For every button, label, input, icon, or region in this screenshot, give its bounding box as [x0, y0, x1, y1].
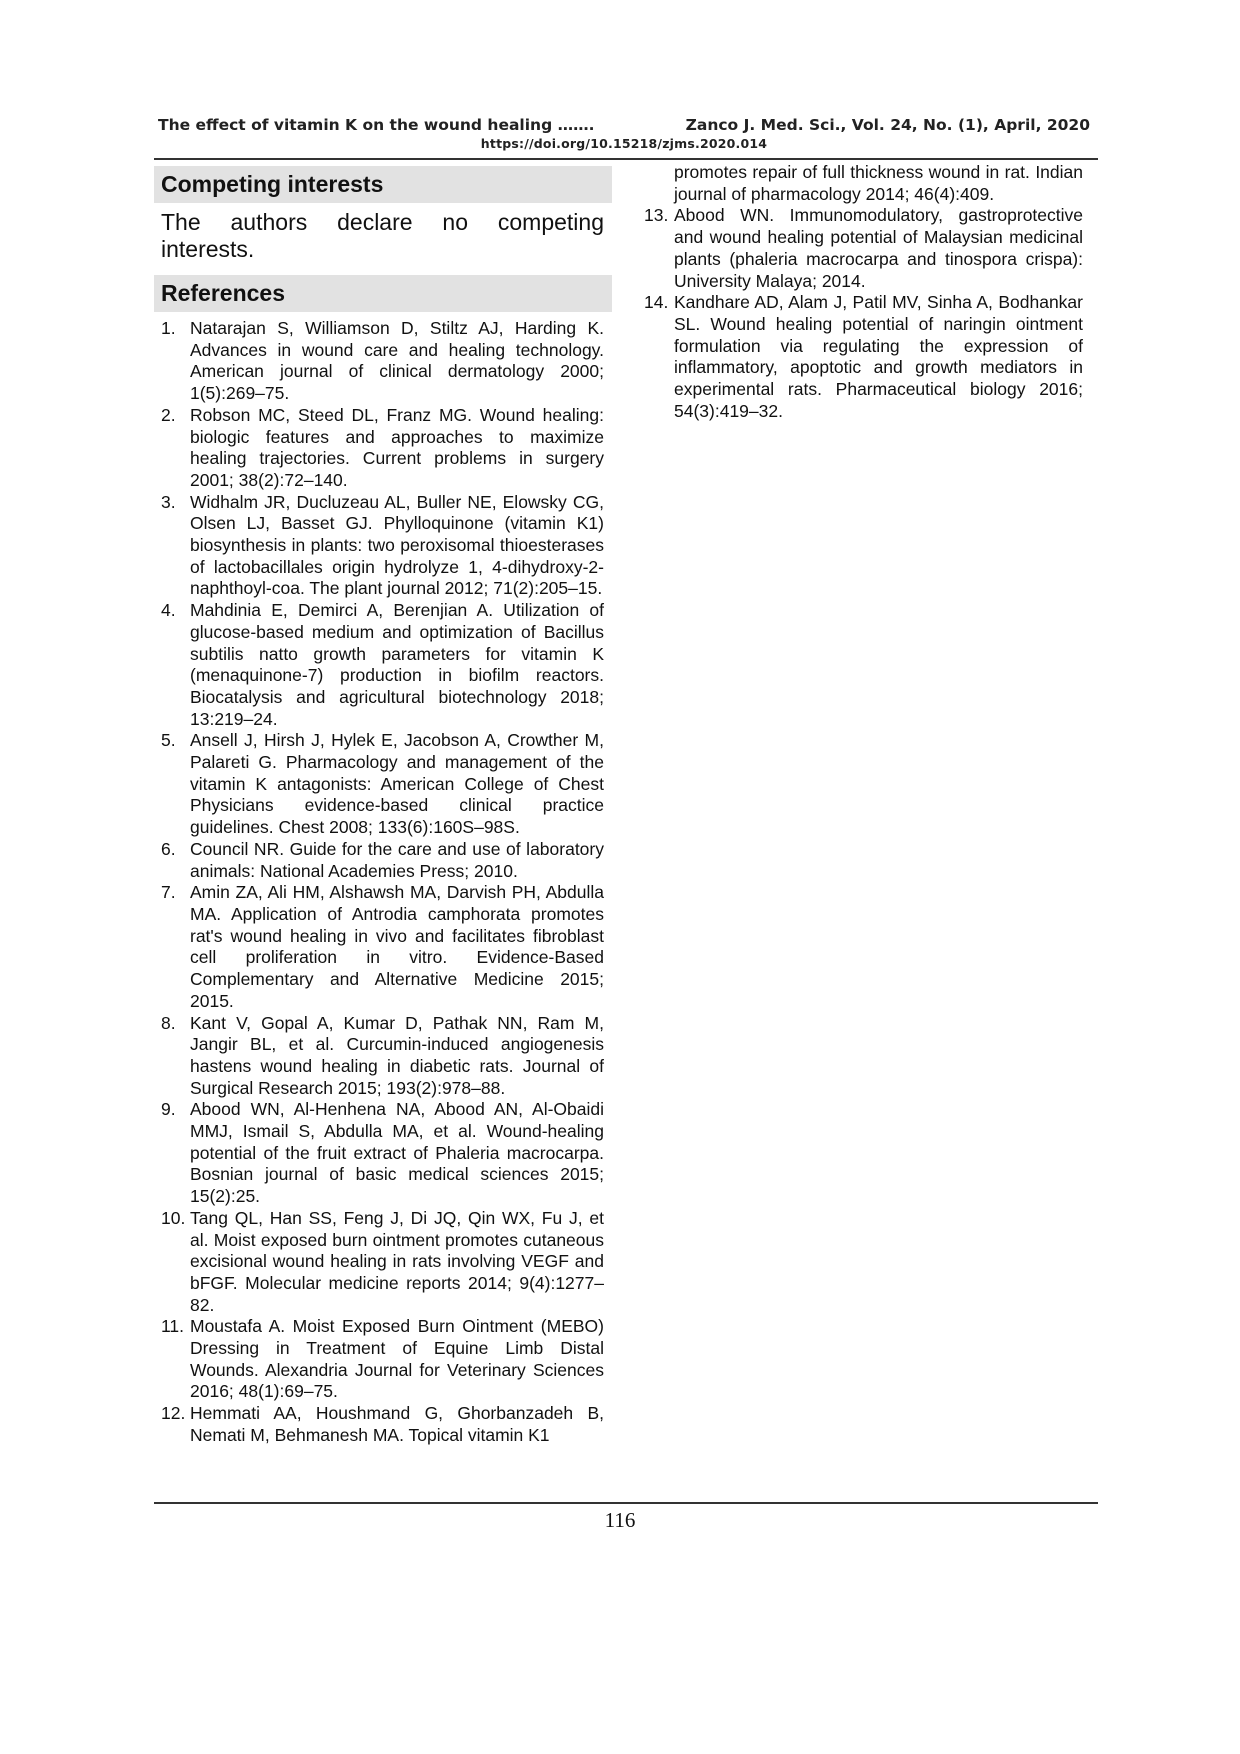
- running-header: [158, 116, 1090, 151]
- competing-interests-text: The authors declare no competing interests.: [161, 209, 604, 262]
- header-article-title: The effect of vitamin K on the wound healing …….: [158, 116, 595, 134]
- header-doi[interactable]: https://doi.org/10.15218/zjms.2020.014: [480, 136, 768, 151]
- reference-number: 14.: [644, 292, 669, 313]
- right-column: [644, 162, 1091, 422]
- reference-item: [154, 839, 604, 882]
- reference-text: Kandhare AD, Alam J, Patil MV, Sinha A, Bodhankar SL. Wound healing potential of naringin ointment formulation via regulating the expression of inflammatory, apoptotic and growth mediators in experimental rats. Pharmaceutical biology 2016; 54(3):419–32.: [674, 292, 1083, 421]
- reference-number: 7.: [161, 882, 176, 903]
- reference-text: Council NR. Guide for the care and use of laboratory animals: National Academies Press; 2010.: [190, 838, 604, 881]
- reference-item: [154, 600, 604, 730]
- reference-item: [154, 1208, 604, 1317]
- left-column: [154, 162, 612, 1447]
- reference-item: [154, 730, 604, 839]
- reference-number: 2.: [161, 404, 176, 425]
- reference-number: 12.: [161, 1403, 186, 1424]
- reference-item: [154, 1403, 604, 1446]
- reference-number: 8.: [161, 1012, 176, 1033]
- reference-text: Robson MC, Steed DL, Franz MG. Wound healing: biologic features and approaches to maximize healing trajectories. Current problems in surgery 2001; 38(2):72–140.: [190, 404, 604, 490]
- header-rule: [154, 158, 1098, 160]
- reference-text: Mahdinia E, Demirci A, Berenjian A. Utilization of glucose-based medium and optimization of Bacillus subtilis natto growth parameters for vitamin K (menaquinone-7) production in biofilm reactors. Biocatalysis and agricultural biotechnology 2018; 13:219–24.: [190, 600, 604, 729]
- reference-text: Ansell J, Hirsh J, Hylek E, Jacobson A, Crowther M, Palareti G. Pharmacology and management of the vitamin K antagonists: American College of Chest Physicians evidence-based clinical practice guidelines. Chest 2008; 133(6):160S–98S.: [190, 730, 604, 838]
- references-heading: References: [154, 275, 612, 312]
- reference-item: [644, 205, 1083, 292]
- reference-number: 9.: [161, 1099, 176, 1120]
- reference-item: [154, 882, 604, 1012]
- reference-number: 13.: [644, 205, 669, 226]
- reference-text: Natarajan S, Williamson D, Stiltz AJ, Harding K. Advances in wound care and healing technology. American journal of clinical dermatology 2000; 1(5):269–75.: [190, 318, 604, 404]
- reference-item: [154, 1316, 604, 1403]
- reference-item: [644, 292, 1083, 422]
- reference-list-continued: [644, 205, 1091, 422]
- page-number: 116: [604, 1508, 636, 1532]
- reference-list: [154, 318, 612, 1447]
- reference-text: Kant V, Gopal A, Kumar D, Pathak NN, Ram M, Jangir BL, et al. Curcumin-induced angiogenesis hastens wound healing in diabetic rats. Journal of Surgical Research 2015; 193(2):978–88.: [190, 1012, 604, 1098]
- reference-item: [154, 1013, 604, 1100]
- reference-text: Abood WN, Al-Henhena NA, Abood AN, Al-Obaidi MMJ, Ismail S, Abdulla MA, et al. Wound-healing potential of the fruit extract of Phaleria macrocarpa. Bosnian journal of basic medical sciences 2015; 15(2):25.: [190, 1099, 604, 1207]
- reference-item: [154, 1099, 604, 1208]
- reference-item: [154, 492, 604, 601]
- reference-number: 3.: [161, 491, 176, 512]
- header-journal-citation: Zanco J. Med. Sci., Vol. 24, No. (1), April, 2020: [685, 116, 1090, 134]
- reference-number: 10.: [161, 1207, 186, 1228]
- reference-text: Amin ZA, Ali HM, Alshawsh MA, Darvish PH, Abdulla MA. Application of Antrodia camphorata promotes rat's wound healing in vivo and facilitates fibroblast cell proliferation in vitro. Evidence-Based Complementary and Alternative Medicine 2015; 2015.: [190, 882, 604, 1011]
- reference-text: Tang QL, Han SS, Feng J, Di JQ, Qin WX, Fu J, et al. Moist exposed burn ointment promotes cutaneous excisional wound healing in rats involving VEGF and bFGF. Molecular medicine reports 2014; 9(4):1277–82.: [190, 1207, 604, 1315]
- reference-number: 1.: [161, 318, 176, 338]
- footer-rule: [154, 1502, 1098, 1504]
- competing-interests-heading: Competing interests: [154, 166, 612, 203]
- reference-text: Widhalm JR, Ducluzeau AL, Buller NE, Elowsky CG, Olsen LJ, Basset GJ. Phylloquinone (vitamin K1) biosynthesis in plants: two peroxisomal thioesterases of lactobacillales origin hydrolyze 1, 4-dihydroxy-2-naphthoyl-coa. The plant journal 2012; 71(2):205–15.: [190, 491, 604, 599]
- reference-text: Moustafa A. Moist Exposed Burn Ointment (MEBO) Dressing in Treatment of Equine Limb Distal Wounds. Alexandria Journal for Veterinary Sciences 2016; 48(1):69–75.: [190, 1316, 604, 1402]
- reference-number: 6.: [161, 838, 176, 859]
- reference-text: Abood WN. Immunomodulatory, gastroprotective and wound healing potential of Malaysian medicinal plants (phaleria macrocarpa and tinospora crispa): University Malaya; 2014.: [674, 205, 1083, 291]
- reference-continuation: promotes repair of full thickness wound in rat. Indian journal of pharmacology 2014; 46(4):409.: [674, 162, 1083, 204]
- reference-text: Hemmati AA, Houshmand G, Ghorbanzadeh B, Nemati M, Behmanesh MA. Topical vitamin K1: [190, 1403, 604, 1445]
- reference-number: 5.: [161, 730, 176, 751]
- reference-item: [154, 405, 604, 492]
- reference-item: [154, 318, 604, 405]
- reference-number: 4.: [161, 600, 176, 621]
- reference-number: 11.: [161, 1316, 185, 1337]
